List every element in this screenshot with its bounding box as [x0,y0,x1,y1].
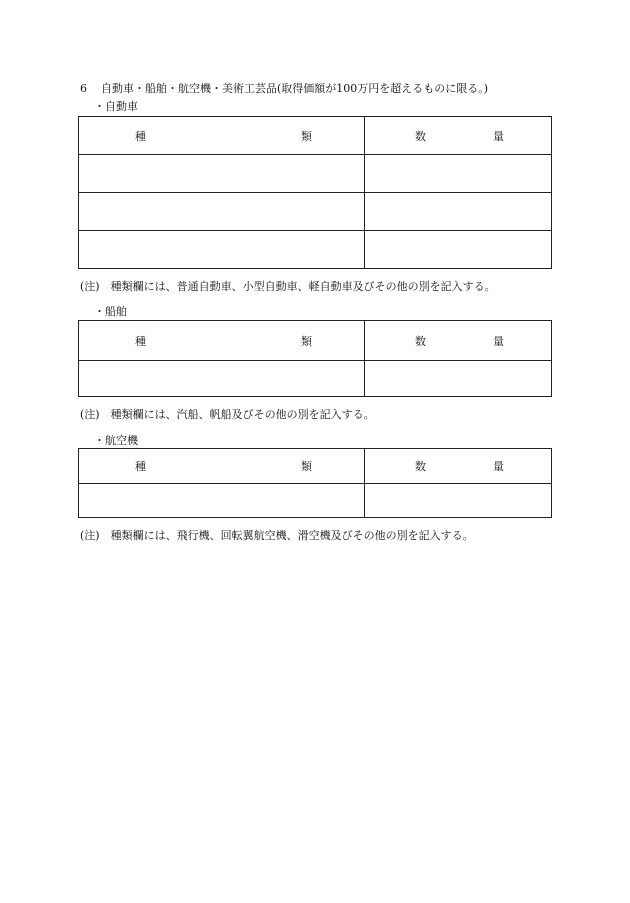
quantity-header-char2: 量 [493,460,504,473]
kind-header-char1: 種 [135,129,146,143]
table-row [79,155,552,193]
kind-header-char2: 類 [301,129,312,143]
section-number: 6 [80,82,87,95]
kind-header-char2: 類 [301,334,312,348]
quantity-header-char1: 数 [415,334,426,348]
automobile-table [78,116,552,269]
quantity-cell[interactable] [365,361,552,397]
quantity-header-char2: 量 [493,334,504,348]
table-row [79,484,552,518]
kind-cell[interactable] [79,484,365,518]
quantity-header [365,117,552,155]
kind-header-char1: 種 [135,460,146,473]
subtitle-ship: ・船舶 [94,305,127,318]
table-row [79,231,552,269]
note-automobile: (注) 種類欄には、普通自動車、小型自動車、軽自動車及びその他の別を記入する。 [80,280,496,293]
kind-header-char2: 類 [301,460,312,473]
quantity-header-char2: 量 [493,129,504,143]
subtitle-automobile: ・自動車 [94,100,138,113]
subtitle-aircraft: ・航空機 [94,434,138,447]
kind-header-char1: 種 [135,334,146,348]
kind-header [79,321,365,361]
kind-cell[interactable] [79,231,365,269]
quantity-cell[interactable] [365,193,552,231]
table-header-row [79,321,552,361]
kind-header [79,117,365,155]
kind-cell[interactable] [79,155,365,193]
table-row [79,361,552,397]
kind-cell[interactable] [79,193,365,231]
kind-cell[interactable] [79,361,365,397]
section-title: 自動車・船舶・航空機・美術工芸品(取得価額が100万円を超えるものに限る。) [101,82,489,95]
ship-table [78,320,552,397]
quantity-cell[interactable] [365,155,552,193]
quantity-header [365,449,552,484]
aircraft-table [78,448,552,518]
quantity-header-char1: 数 [415,460,426,473]
quantity-cell[interactable] [365,484,552,518]
quantity-header-char1: 数 [415,129,426,143]
kind-header [79,449,365,484]
quantity-cell[interactable] [365,231,552,269]
quantity-header [365,321,552,361]
note-ship: (注) 種類欄には、汽船、帆船及びその他の別を記入する。 [80,408,375,421]
table-header-row [79,449,552,484]
section-heading [80,83,488,94]
table-header-row [79,117,552,155]
table-row [79,193,552,231]
note-aircraft: (注) 種類欄には、飛行機、回転翼航空機、滑空機及びその他の別を記入する。 [80,529,474,542]
